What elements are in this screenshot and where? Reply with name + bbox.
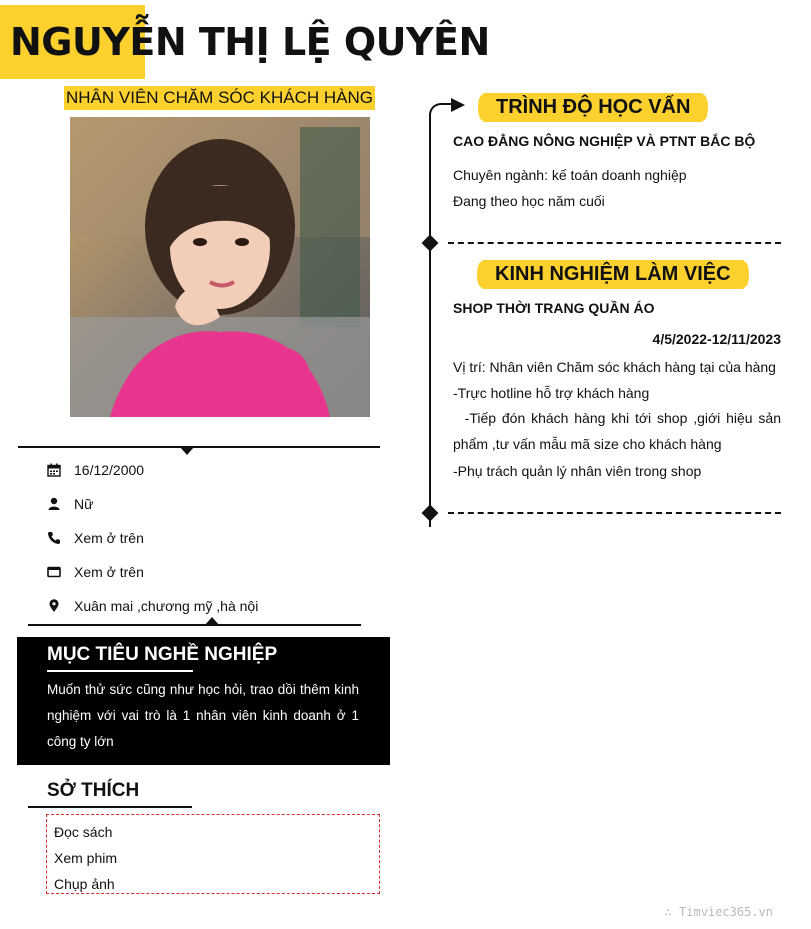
education-divider [448,242,781,244]
user-icon [46,496,62,512]
career-goal-text: Muốn thử sức cũng như học hỏi, trao dồi thêm kinh nghiệm với vai trò là 1 nhân viên kinh doanh ở 1 công ty lớn [47,682,359,749]
email-icon [46,564,62,580]
candidate-name: NGUYỄN THỊ LỆ QUYÊN [10,20,490,64]
contact-gender [46,493,93,515]
contact-email [46,561,144,583]
contact-divider-bottom [28,624,361,626]
profile-photo [70,117,370,417]
job-title: NHÂN VIÊN CHĂM SÓC KHÁCH HÀNG [64,86,375,110]
hobbies-underline [28,806,192,808]
footer-brand-text: Timviec365.vn [679,905,773,919]
contact-phone [46,527,144,549]
gender-text: Nữ [74,496,94,512]
timeline-curve [429,103,451,123]
hobby-item: Xem phim [54,850,118,866]
location-pin-icon [46,598,62,614]
email-text: Xem ở trên [74,564,144,580]
timeline-diamond [422,505,439,522]
hobbies-title: SỞ THÍCH [47,780,140,801]
timeline-line [429,117,431,527]
hobbies-list [46,814,380,894]
experience-divider [448,512,781,514]
career-goal-title: MỤC TIÊU NGHỀ NGHIỆP [47,644,278,665]
hobby-item: Chụp ảnh [54,876,115,892]
experience-period: 4/5/2022-12/11/2023 [652,331,781,347]
timeline-diamond [422,235,439,252]
phone-icon [46,530,62,546]
phone-text: Xem ở trên [74,530,144,546]
dots-icon: ∴ [664,905,680,919]
experience-duty: -Trực hotline hỗ trợ khách hàng [453,385,650,401]
divider-arrow-up [205,617,219,625]
calendar-icon [46,462,62,478]
timeline-arrow-icon [451,98,465,112]
career-goal-underline [47,670,193,672]
birthdate-text: 16/12/2000 [74,462,145,478]
experience-company: SHOP THỜI TRANG QUẦN ÁO [453,300,655,316]
footer-brand [665,905,773,919]
address-text: Xuân mai ,chương mỹ ,hà nội [74,598,259,614]
education-title: TRÌNH ĐỘ HỌC VẤN [482,93,704,122]
education-major: Chuyên ngành: kế toán doanh nghiệp [453,167,687,183]
experience-position: Vị trí: Nhân viên Chăm sóc khách hàng tại của hàng [453,359,776,375]
education-status: Đang theo học năm cuối [453,193,605,209]
divider-arrow-down [180,447,194,455]
experience-duty: -Tiếp đón khách hàng khi tới shop ,giới hiệu sản phẩm ,tư vấn mẫu mã size cho khách hàng [453,410,785,452]
contact-divider-top [18,446,380,448]
education-school: CAO ĐẲNG NÔNG NGHIỆP VÀ PTNT BẮC BỘ [453,133,756,149]
experience-title: KINH NGHIỆM LÀM VIỆC [481,260,745,289]
contact-address [46,595,258,617]
career-goal-section [17,637,390,765]
hobby-item: Đọc sách [54,824,113,840]
contact-birthdate [46,459,144,481]
experience-duty: -Phụ trách quản lý nhân viên trong shop [453,463,702,479]
